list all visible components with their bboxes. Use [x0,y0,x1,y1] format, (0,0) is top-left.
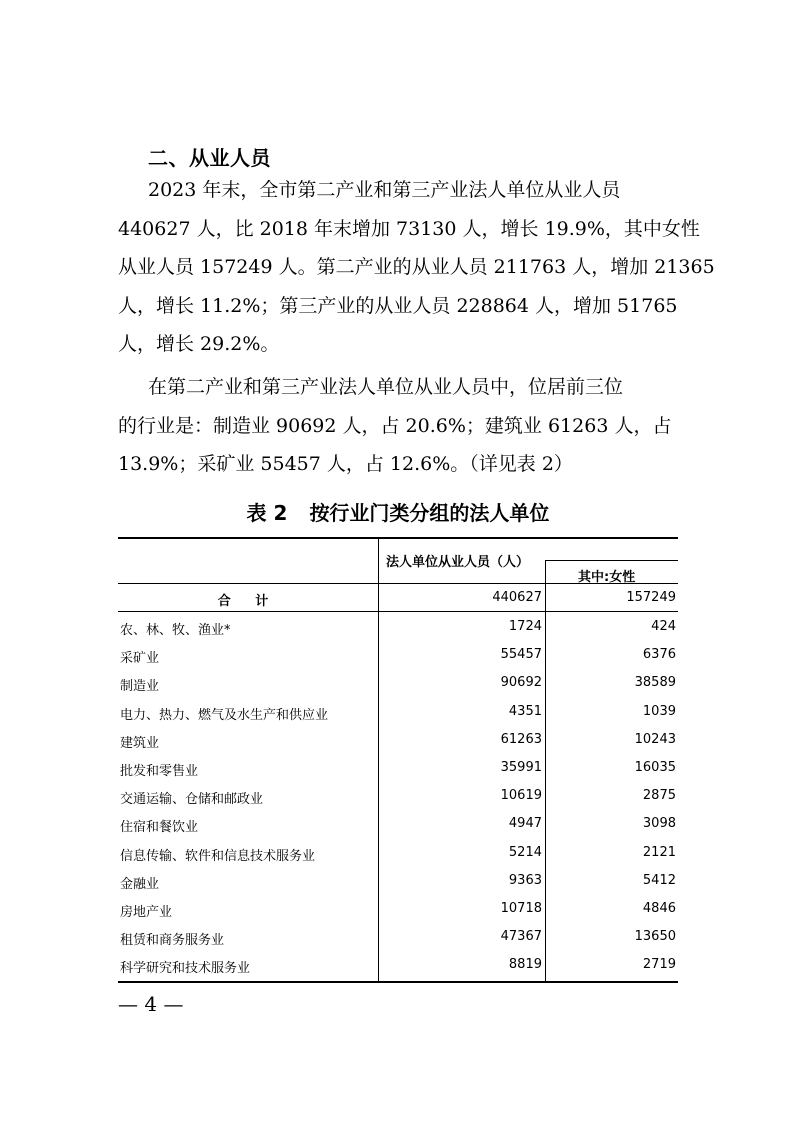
cell-total: 9363 [508,872,542,888]
cell-female: 2875 [642,788,676,804]
cell-total: 4351 [508,703,542,719]
row-label: 住宿和餐饮业 [120,820,199,836]
row-label: 合 计 [217,594,279,609]
paragraph-line: 的行业是：制造业 90692 人，占 20.6%；建筑业 61263 人，占 [118,414,672,437]
page-number: — 4 — [118,992,184,1016]
paragraph-line: 13.9%；采矿业 55457 人，占 12.6%。（详见表 2） [118,453,573,475]
row-label: 金融业 [120,876,160,892]
row-label: 信息传输、软件和信息技术服务业 [120,848,316,864]
paragraph-line: 2023 年末，全市第二产业和第三产业法人单位从业人员 [148,179,621,201]
cell-female: 5412 [642,872,676,888]
cell-female: 13650 [634,929,676,945]
cell-female: 3098 [642,816,676,832]
table-row [118,641,678,669]
cell-total: 1724 [508,619,542,634]
column-header-female: 其中:女性 [578,570,636,585]
table-title [118,497,678,526]
table-row [118,895,678,923]
table-row [118,951,678,979]
row-label: 批发和零售业 [120,764,199,779]
cell-female: 424 [651,619,676,634]
cell-female: 10243 [634,731,676,747]
cell-female: 2719 [642,957,676,973]
subheader-line [545,560,678,561]
cell-female: 2121 [642,844,676,860]
cell-total: 47367 [500,929,542,945]
cell-female: 1039 [642,703,676,719]
table-caption: 按行业门类分组的法人单位 [309,501,550,525]
paragraph-line: 在第二产业和第三产业法人单位从业人员中，位居前三位 [148,376,624,398]
row-label: 制造业 [120,679,160,695]
table-row [118,669,678,697]
table-number: 表 2 [246,501,288,525]
table-row [118,867,678,895]
section-heading: 二、从业人员 [148,146,271,170]
paragraph-line: 440627 人，比 2018 年末增加 73130 人，增长 19.9%，其中女性 [118,217,700,240]
row-label: 科学研究和技术服务业 [120,961,251,977]
table-row [118,698,678,726]
row-label: 农、林、牧、渔业* [120,623,231,638]
column-header-total: 法人单位从业人员（人） [386,555,530,570]
cell-total: 8819 [508,957,542,973]
cell-female: 16035 [634,760,676,775]
table-row-total [118,584,678,612]
row-label: 租赁和商务服务业 [120,933,225,949]
cell-total: 440627 [492,590,542,605]
paragraph-line: 从业人员 157249 人。第二产业的从业人员 211763 人，增加 21365 [118,256,715,278]
row-label: 采矿业 [120,651,160,667]
row-label: 房地产业 [120,905,173,920]
table-row [118,754,678,782]
cell-total: 4947 [508,816,542,832]
row-label: 电力、热力、燃气及水生产和供应业 [120,707,329,723]
table-top-border [118,537,678,539]
cell-total: 90692 [500,675,542,691]
cell-total: 5214 [508,844,542,860]
table-row [118,810,678,838]
table-row [118,923,678,951]
table-row [118,782,678,810]
cell-total: 10619 [500,788,542,804]
cell-female: 4846 [642,901,676,916]
paragraph-line: 人，增长 11.2%；第三产业的从业人员 228864 人，增加 51765 [118,294,678,317]
cell-total: 55457 [500,647,542,663]
table-row [118,613,678,641]
cell-female: 157249 [626,590,676,605]
cell-total: 61263 [500,731,542,747]
table-bottom-border [118,981,678,983]
table-row [118,839,678,867]
cell-total: 35991 [500,760,542,775]
row-label: 交通运输、仓储和邮政业 [120,792,264,808]
paragraph-top-industries [118,368,684,484]
cell-female: 38589 [634,675,676,691]
total-row-line [118,611,678,612]
table-row [118,726,678,754]
row-label: 建筑业 [120,735,160,751]
paragraph-employees-summary [118,171,715,364]
paragraph-line: 人，增长 29.2%。 [118,333,280,355]
cell-total: 10718 [500,901,542,916]
cell-female: 6376 [642,647,676,663]
